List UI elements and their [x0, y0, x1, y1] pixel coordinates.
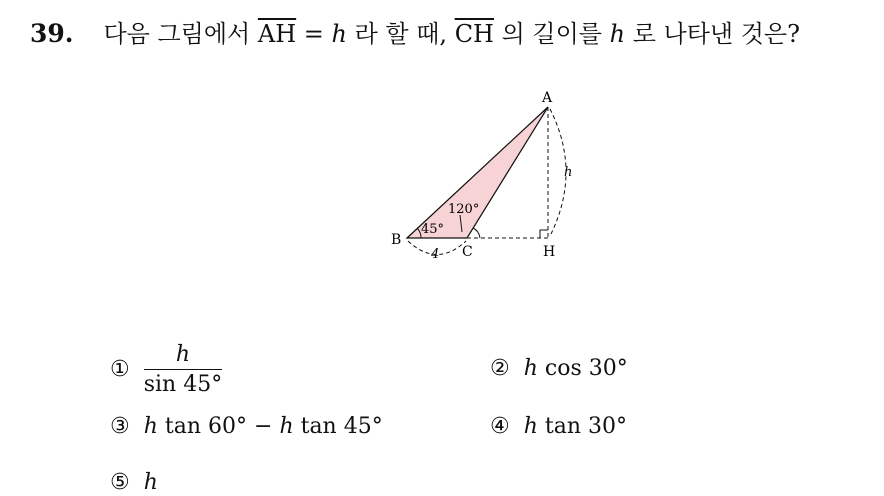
choice-5-number: ⑤ [110, 470, 130, 495]
question-text-3: 의 길이를 [493, 20, 610, 48]
angle-label-b: 45° [421, 222, 445, 237]
variable-h-2: h [609, 20, 626, 48]
choice-3[interactable] [110, 414, 383, 439]
choice-4-var: h [523, 414, 538, 439]
choice-2-expr: cos 30° [537, 356, 628, 381]
question-header [30, 14, 800, 49]
question-text-1: 다음 그림에서 [103, 20, 258, 48]
choice-3-expr-1: tan 60° − [157, 414, 280, 439]
choice-1-denominator: sin 45° [143, 372, 223, 397]
choice-4-number: ④ [490, 414, 510, 439]
label-c: C [462, 244, 473, 260]
angle-arc-c [473, 228, 480, 238]
label-h: H [543, 244, 556, 260]
variable-h: h [331, 20, 347, 48]
choice-1-fraction [144, 342, 222, 397]
label-b: B [391, 232, 402, 248]
question-text-4: 로 나타낸 것은? [625, 20, 800, 48]
question-text-2: 라 할 때, [346, 20, 455, 48]
triangle-abc-fill [407, 107, 548, 238]
choice-3-expr-2: tan 45° [293, 414, 383, 439]
segment-ch: $\overline{CH}$ [454, 20, 494, 48]
triangle-figure [370, 80, 600, 270]
choice-3-var-1: h [143, 414, 158, 439]
choice-1-numerator: h [144, 342, 222, 370]
label-a: A [542, 90, 553, 106]
choice-2[interactable] [490, 356, 628, 381]
choice-1[interactable] [110, 342, 222, 397]
choice-5[interactable] [110, 470, 158, 495]
choice-2-number: ② [490, 356, 510, 381]
triangle-diagram [370, 80, 600, 270]
choice-3-number: ③ [110, 414, 130, 439]
equals-sign: = [296, 20, 332, 48]
choice-4-expr: tan 30° [537, 414, 628, 439]
length-label-bc: 4 [431, 247, 440, 262]
right-angle-mark [540, 230, 548, 238]
length-label-ah: h [564, 165, 573, 180]
choice-5-var: h [143, 470, 158, 495]
choice-1-number: ① [110, 356, 130, 382]
angle-label-c: 120° [448, 202, 480, 217]
choice-2-var: h [523, 356, 538, 381]
choice-3-var-2: h [279, 414, 294, 439]
question-number: 39. [30, 19, 74, 48]
segment-ah: $\overline{AH}$ [257, 20, 297, 48]
choice-4[interactable] [490, 414, 627, 439]
